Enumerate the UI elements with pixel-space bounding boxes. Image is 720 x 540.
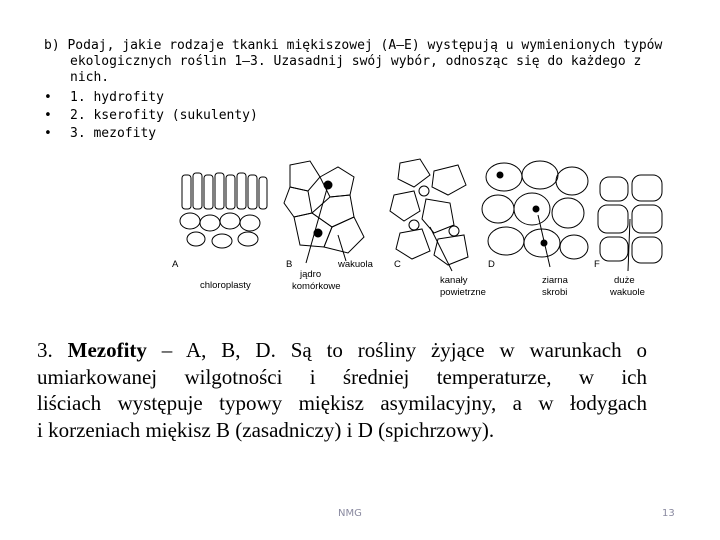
question-line-2: ekologicznych roślin 1–3. Uzasadnij swój wybór, odnosząc się do każdego z nich. xyxy=(70,54,642,85)
bullet-icon: • xyxy=(44,108,52,123)
tissue-b-drawing xyxy=(284,161,364,263)
tissue-c-drawing xyxy=(390,159,468,271)
tissue-letter-a: A xyxy=(172,259,179,270)
tissue-letter-d: D xyxy=(488,259,495,270)
label-kanaly-line-2: powietrzne xyxy=(440,287,486,298)
page-number: 13 xyxy=(662,508,675,519)
tissue-letter-c: C xyxy=(394,259,401,270)
tissue-f-drawing xyxy=(598,175,662,271)
bullet-icon: • xyxy=(44,90,52,105)
label-duze-line-1: duże xyxy=(614,275,635,286)
answer-line-4: i korzeniach miękisz B (zasadniczy) i D (spichrzowy). xyxy=(37,417,495,442)
plant-types-list xyxy=(44,89,258,143)
label-ziarna-line-1: ziarna xyxy=(542,275,568,286)
question-line-1: b) Podaj, jakie rodzaje tkanki miękiszowej (A–E) występują u wymienionych typów xyxy=(44,38,663,53)
answer-keyword: Mezofity xyxy=(67,338,147,362)
bullet-icon: • xyxy=(44,126,52,141)
footer-author: NMG xyxy=(338,508,362,519)
answer-line-3: liściach występuje typowy miękisz asymilacyjny, a w łodygach xyxy=(37,391,647,415)
list-item: • 2. kserofity (sukulenty) xyxy=(44,108,258,123)
tissue-d-drawing xyxy=(482,161,588,267)
list-item: • 1. hydrofity xyxy=(44,90,164,105)
tissue-a-drawing xyxy=(180,173,267,248)
label-ziarna-line-2: skrobi xyxy=(542,287,568,298)
tissue-letter-f: F xyxy=(594,259,600,270)
label-jadro-line-1: jądro xyxy=(300,269,322,280)
label-jadro-line-2: komórkowe xyxy=(292,281,341,292)
answer-text xyxy=(37,337,647,443)
list-item: • 3. mezofity xyxy=(44,126,157,141)
label-chloroplasty: chloroplasty xyxy=(200,280,251,291)
label-kanaly-line-1: kanały xyxy=(440,275,468,286)
label-duze-line-2: wakuole xyxy=(610,287,645,298)
tissue-letter-b: B xyxy=(286,259,293,270)
tissue-drawings xyxy=(168,155,664,305)
parenchyma-tissue-figure xyxy=(168,155,664,305)
answer-line-1: 3. Mezofity – A, B, D. Są to rośliny żyjące w warunkach o xyxy=(37,338,647,362)
answer-line-2: umiarkowanej wilgotności i średniej temperaturze, w ich xyxy=(37,364,647,389)
label-wakuola: wakuola xyxy=(338,259,373,270)
question-text xyxy=(44,38,684,86)
